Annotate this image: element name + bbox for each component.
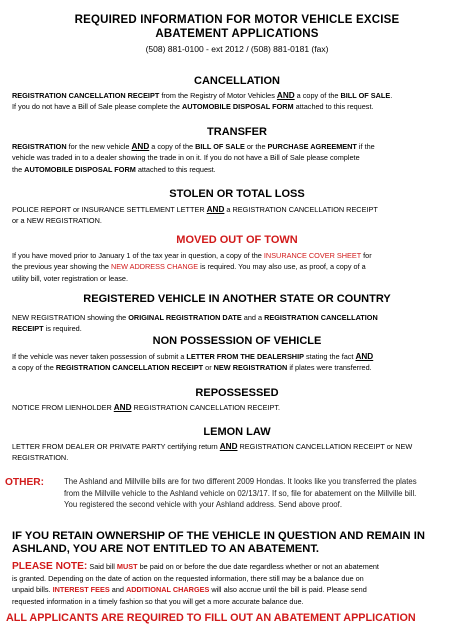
transfer-line-1 xyxy=(12,141,464,152)
must-emphasis: MUST xyxy=(116,562,138,571)
registration-cancellation-receipt: REGISTRATION CANCELLATION RECEIPT xyxy=(12,91,160,100)
automobile-disposal-form: AUTOMOBILE DISPOSAL FORM xyxy=(181,102,294,112)
cancellation-text xyxy=(12,90,464,113)
repossessed-line-1 xyxy=(12,402,464,413)
document-title-line2: ABATEMENT APPLICATIONS xyxy=(155,28,319,40)
text-span: . xyxy=(99,216,102,226)
document-title-line1: REQUIRED INFORMATION FOR MOTOR VEHICLE EXCISE xyxy=(74,14,400,26)
registration-cancellation-receipt: REGISTRATION CANCELLATION RECEIPT xyxy=(237,442,385,451)
please-note-line-1 xyxy=(12,561,464,573)
insurance-settlement-letter: INSURANCE SETTLEMENT LETTER xyxy=(81,205,205,214)
text-span: attached to this request. xyxy=(135,164,216,174)
receipt: RECEIPT xyxy=(12,324,44,334)
text-span: a copy of the xyxy=(149,142,196,151)
original-registration-date: ORIGINAL REGISTRATION DATE xyxy=(128,313,242,322)
and-emphasis: AND xyxy=(219,442,238,451)
lemon-law-text xyxy=(12,441,464,464)
text-span: will also accrue until the bill is paid. Please send xyxy=(209,585,367,594)
text-span: and a xyxy=(241,313,265,322)
text-span: unpaid bills. xyxy=(12,585,53,594)
please-note-text xyxy=(12,561,464,607)
repossessed-heading: REPOSSESSED xyxy=(195,387,279,399)
and-emphasis: AND xyxy=(355,352,374,361)
other-state-line-2 xyxy=(12,323,464,334)
transfer-heading: TRANSFER xyxy=(207,126,267,138)
lemon-line-2: REGISTRATION. xyxy=(12,453,69,463)
new-registration: NEW REGISTRATION xyxy=(12,313,86,322)
moved-line-3: utility bill, voter registration or lease. xyxy=(12,273,128,283)
non-possession-text xyxy=(12,351,464,374)
phone-fax-line: (508) 881-0100 - ext 2012 / (508) 881-0181 (fax) xyxy=(145,44,329,54)
transfer-text xyxy=(12,141,464,175)
text-span: or the xyxy=(244,142,268,151)
repossessed-text xyxy=(12,402,464,413)
text-span: . xyxy=(390,91,393,100)
notice-from-lienholder: NOTICE FROM LIENHOLDER xyxy=(12,403,114,412)
new-registration: NEW REGISTRATION xyxy=(26,216,100,226)
lemon-law-heading: LEMON LAW xyxy=(203,426,271,438)
letter-from-dealer: LETTER FROM DEALER OR PRIVATE PARTY xyxy=(12,442,166,451)
and-emphasis: AND xyxy=(131,142,150,151)
bill-of-sale: BILL OF SALE xyxy=(195,142,245,151)
please-note-label: PLEASE NOTE: xyxy=(12,561,88,572)
text-span: stating the fact xyxy=(303,352,356,361)
bill-of-sale: BILL OF SALE xyxy=(340,91,391,100)
other-line-1: The Ashland and Millville bills are for two different 2009 Hondas. It looks like you transferred the plates xyxy=(64,477,417,486)
text-span: showing the xyxy=(85,313,129,322)
text-span: If you have moved prior to January 1 of the tax year in question, a copy of the xyxy=(12,251,264,260)
text-span: is required. You may also use, as proof, a copy of a xyxy=(198,262,366,272)
stolen-line-2 xyxy=(12,215,464,226)
text-span: a copy of the xyxy=(294,91,341,100)
text-span: the previous year showing the xyxy=(12,262,111,272)
other-label: OTHER: xyxy=(5,477,45,488)
text-span: or a xyxy=(12,216,27,226)
retain-ownership-warning xyxy=(12,530,472,556)
text-span: the xyxy=(12,164,25,174)
text-span: a copy of the xyxy=(12,363,56,373)
transfer-line-3 xyxy=(12,164,464,175)
text-span: for xyxy=(361,251,372,260)
interest-fees: INTEREST FEES xyxy=(52,585,110,594)
police-report: POLICE REPORT xyxy=(12,205,71,214)
text-span: or xyxy=(384,442,396,451)
text-span: attached to this request. xyxy=(293,102,374,112)
text-span: from the Registry of Motor Vehicles xyxy=(159,91,277,100)
registration-cancellation-receipt: REGISTRATION CANCELLATION RECEIPT xyxy=(232,205,378,214)
purchase-agreement: PURCHASE AGREEMENT xyxy=(267,142,357,151)
automobile-disposal-form: AUTOMOBILE DISPOSAL FORM xyxy=(24,164,136,174)
moved-line-2 xyxy=(12,261,464,272)
text-span: for the new vehicle xyxy=(66,142,132,151)
non-possession-heading: NON POSSESSION OF VEHICLE xyxy=(152,335,322,347)
please-note-line-2: is granted. Depending on the date of action on the requested information, there still may be a balance due on xyxy=(12,573,364,583)
text-span: If you do not have a Bill of Sale please complete the xyxy=(12,102,182,112)
other-line-3: You registered the second vehicle with your Ashland address. Send above proof. xyxy=(64,500,342,510)
footer-requirement: ALL APPLICANTS ARE REQUIRED TO FILL OUT AN ABATEMENT APPLICATION xyxy=(6,612,416,624)
text-span: Said bill xyxy=(87,562,117,571)
other-text xyxy=(64,476,468,511)
other-state-text xyxy=(12,312,464,335)
other-line-2: from the Millville vehicle to the Ashland vehicle on 02/13/17. If so, file for abatement on the Millville bill. xyxy=(64,488,417,498)
text-span: If the vehicle was never taken possession of submit a xyxy=(12,352,187,361)
additional-charges: ADDITIONAL CHARGES xyxy=(125,585,210,594)
stolen-heading: STOLEN OR TOTAL LOSS xyxy=(169,188,305,200)
letter-from-the-dealership: LETTER FROM THE DEALERSHIP xyxy=(186,352,304,361)
text-span: certifying return xyxy=(165,442,220,451)
registration-cancellation: REGISTRATION CANCELLATION xyxy=(264,313,378,322)
registration-cancellation-receipt: REGISTRATION CANCELLATION RECEIPT xyxy=(55,363,204,373)
non-possession-line-2 xyxy=(12,362,464,373)
stolen-text xyxy=(12,204,464,227)
and-emphasis: AND xyxy=(276,91,295,100)
text-span: and xyxy=(109,585,126,594)
text-span: if plates were transferred. xyxy=(287,363,372,373)
and-emphasis: AND xyxy=(206,205,225,214)
cancellation-line-2 xyxy=(12,101,464,112)
moved-heading: MOVED OUT OF TOWN xyxy=(176,234,298,246)
cancellation-line-1 xyxy=(12,90,464,101)
stolen-line-1 xyxy=(12,204,464,215)
and-emphasis: AND xyxy=(113,403,132,412)
text-span: or xyxy=(70,205,82,214)
text-span: a xyxy=(224,205,233,214)
cancellation-heading: CANCELLATION xyxy=(194,75,280,87)
warning-line-1: IF YOU RETAIN OWNERSHIP OF THE VEHICLE IN QUESTION AND REMAIN IN xyxy=(12,530,425,542)
registration: REGISTRATION xyxy=(12,142,67,151)
moved-line-1 xyxy=(12,250,464,261)
other-state-heading: REGISTERED VEHICLE IN ANOTHER STATE OR COUNTRY xyxy=(83,293,391,305)
transfer-line-2: vehicle was traded in to a dealer showing the trade in on it. If you do not have a Bill of Sale please complete xyxy=(12,153,360,163)
other-state-line-1 xyxy=(12,312,464,323)
warning-line-2: ASHLAND, YOU ARE NOT ENTITLED TO AN ABATEMENT. xyxy=(12,543,320,555)
text-span: if the xyxy=(356,142,375,151)
moved-text xyxy=(12,250,464,284)
text-span: be paid on or before the due date regardless whether or not an abatement xyxy=(137,562,379,571)
text-span: or xyxy=(203,363,214,373)
registration-cancellation-receipt: REGISTRATION CANCELLATION RECEIPT. xyxy=(131,403,281,412)
please-note-line-3 xyxy=(12,584,464,596)
insurance-cover-sheet: INSURANCE COVER SHEET xyxy=(263,251,362,260)
text-span: is required. xyxy=(43,324,82,334)
please-note-line-4: requested information in a timely fashion so that you will get a more accurate balance due. xyxy=(12,596,304,606)
lemon-line-1 xyxy=(12,441,464,452)
new-address-change: NEW ADDRESS CHANGE xyxy=(110,262,199,272)
new-registration: NEW REGISTRATION xyxy=(213,363,288,373)
non-possession-line-1 xyxy=(12,351,464,362)
new: NEW xyxy=(395,442,413,451)
